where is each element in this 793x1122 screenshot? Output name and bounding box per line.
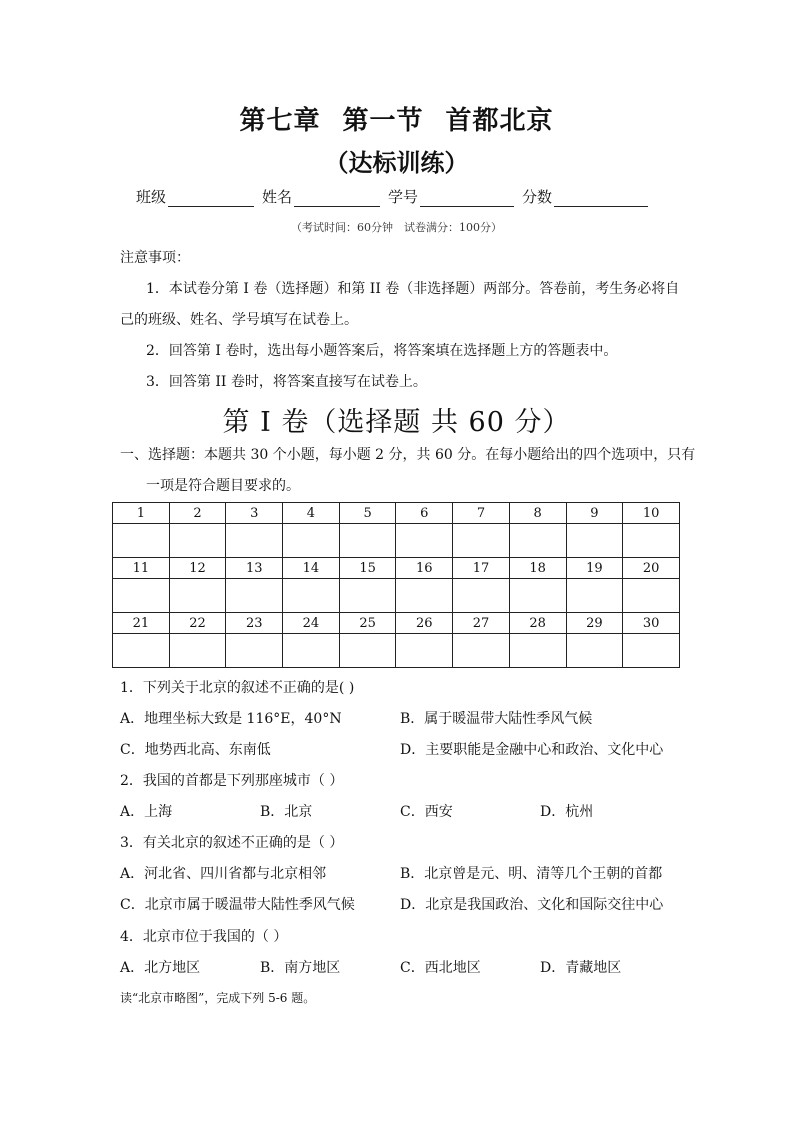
score-field[interactable]: 分数 [522,186,648,207]
read-map-instruction: 读“北京市略图”，完成下列 5-6 题。 [120,991,316,1005]
question-4-stem: 4．北京市位于我国的（ ） [120,929,288,945]
name-field[interactable]: 姓名 [262,186,380,207]
question-3-option-d[interactable]: D．北京是我国政治、文化和国际交往中心 [400,897,664,913]
notice-item-1-cont: 己的班级、姓名、学号填写在试卷上。 [120,312,358,328]
question-1-stem: 1．下列关于北京的叙述不正确的是( ) [120,680,355,696]
question-4-option-c[interactable]: C．西北地区 [400,960,481,976]
question-2-option-a[interactable]: A．上海 [120,804,173,820]
answer-blank-row[interactable] [113,579,680,613]
question-1-option-c[interactable]: C．地势西北高、东南低 [120,742,271,758]
notice-heading: 注意事项： [120,250,190,266]
question-4-option-a[interactable]: A．北方地区 [120,960,201,976]
notice-item-1: 1．本试卷分第 I 卷（选择题）和第 II 卷（非选择题）两部分。答卷前，考生务必将自 [146,281,680,297]
student-info-line [136,186,676,207]
answer-number-row: 21 22 23 24 25 26 27 28 29 30 [113,613,680,634]
question-3-option-c[interactable]: C．北京市属于暖温带大陆性季风气候 [120,897,355,913]
exam-time-note: （考试时间：60分钟 试卷满分：100分） [291,221,502,234]
answer-table [112,502,680,668]
answer-number-row: 1 2 3 4 5 6 7 8 9 10 [113,503,680,524]
section-instruction-cont: 一项是符合题目要求的。 [146,478,300,494]
answer-blank-row[interactable] [113,634,680,668]
chapter-label: 第七章 [239,106,321,136]
question-2-option-d[interactable]: D．杭州 [540,804,594,820]
answer-number-row: 11 12 13 14 15 16 17 18 19 20 [113,558,680,579]
question-3-option-a[interactable]: A．河北省、四川省都与北京相邻 [120,866,327,882]
question-3-option-b[interactable]: B．北京曾是元、明、清等几个王朝的首都 [400,866,663,882]
question-3-stem: 3．有关北京的叙述不正确的是（ ） [120,835,344,851]
subtitle: （达标训练） [324,149,469,177]
section-instruction: 一、选择题：本题共 30 个小题，每小题 2 分，共 60 分。在每小题给出的四个选项中，只有 [120,447,696,463]
question-4-option-d[interactable]: D．青藏地区 [540,960,622,976]
answer-blank-row[interactable] [113,524,680,558]
chapter-title [0,100,793,137]
question-2-option-c[interactable]: C．西安 [400,804,453,820]
question-4-option-b[interactable]: B．南方地区 [260,960,341,976]
class-field[interactable]: 班级 [136,186,254,207]
question-1-option-b[interactable]: B．属于暖温带大陆性季风气候 [400,711,593,727]
question-2-stem: 2．我国的首都是下列那座城市（ ） [120,773,344,789]
topic-label: 首都北京 [445,106,554,136]
notice-item-2: 2．回答第 I 卷时，选出每小题答案后，将答案填在选择题上方的答题表中。 [146,343,618,359]
question-1-option-a[interactable]: A．地理坐标大致是 116°E，40°N [120,711,342,727]
question-2-option-b[interactable]: B．北京 [260,804,313,820]
student-id-field[interactable]: 学号 [388,186,514,207]
section-label: 第一节 [342,106,424,136]
question-1-option-d[interactable]: D．主要职能是金融中心和政治、文化中心 [400,742,664,758]
volume-title: 第 I 卷（选择题 共 60 分） [222,407,571,438]
notice-item-3: 3．回答第 II 卷时，将答案直接写在试卷上。 [146,374,427,390]
